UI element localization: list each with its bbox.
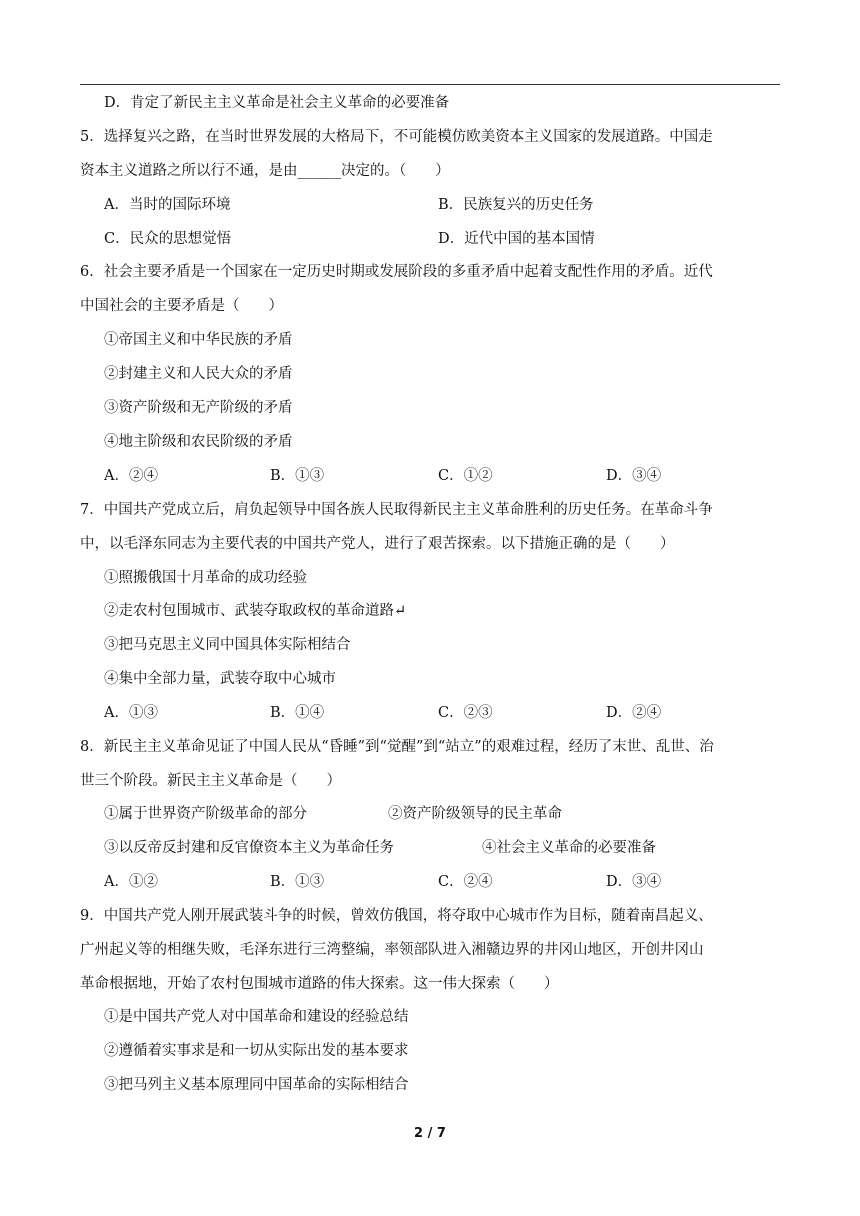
q8-option-d: D．③④ — [606, 874, 662, 890]
q6-stem-line-2: 中国社会的主要矛盾是（ ） — [80, 298, 283, 314]
q9-statement-1: ①是中国共产党人对中国革命和建设的经验总结 — [104, 1009, 409, 1025]
q6-statement-3: ③资产阶级和无产阶级的矛盾 — [104, 400, 293, 416]
q9-statement-2: ②遵循着实事求是和一切从实际出发的基本要求 — [104, 1043, 409, 1059]
q5-option-c: C．民众的思想觉悟 — [104, 231, 232, 247]
q7-option-d: D．②④ — [606, 705, 662, 721]
q6-statement-4: ④地主阶级和农民阶级的矛盾 — [104, 434, 293, 450]
q7-statement-3: ③把马克思主义同中国具体实际相结合 — [104, 637, 351, 653]
q6-option-d: D．③④ — [606, 468, 662, 484]
q5-stem-line-1: 5．选择复兴之路，在当时世界发展的大格局下，不可能模仿欧美资本主义国家的发展道路。中国走 — [80, 129, 713, 145]
q6-statement-1: ①帝国主义和中华民族的矛盾 — [104, 332, 293, 348]
q8-statement-4: ④社会主义革命的必要准备 — [482, 840, 656, 856]
q9-stem-line-1: 9．中国共产党人刚开展武装斗争的时候，曾效仿俄国，将夺取中心城市作为目标，随着南昌起义、 — [80, 908, 713, 924]
page-number: 2 / 7 — [414, 1126, 446, 1141]
q6-option-b: B．①③ — [270, 468, 325, 484]
q8-option-a: A．①② — [104, 874, 158, 890]
q9-stem-line-2: 广州起义等的相继失败，毛泽东进行三湾整编，率领部队进入湘赣边界的井冈山地区，开创井冈山 — [80, 942, 704, 958]
q5-option-a: A．当时的国际环境 — [104, 197, 231, 213]
q8-option-c: C．②④ — [438, 874, 493, 890]
q7-option-c: C．②③ — [438, 705, 493, 721]
q8-statement-3: ③以反帝反封建和反官僚资本主义为革命任务 — [104, 840, 394, 856]
q8-option-b: B．①③ — [270, 874, 325, 890]
q6-stem-line-1: 6．社会主要矛盾是一个国家在一定历史时期或发展阶段的多重矛盾中起着支配性作用的矛盾。近代 — [80, 264, 713, 280]
q7-statement-4: ④集中全部力量，武装夺取中心城市 — [104, 671, 336, 687]
q5-option-d: D．近代中国的基本国情 — [438, 231, 595, 247]
q6-option-c: C．①② — [438, 468, 493, 484]
header-rule — [80, 84, 780, 85]
q7-option-a: A．①③ — [104, 705, 158, 721]
q5-option-b: B．民族复兴的历史任务 — [438, 197, 594, 213]
q8-statement-2: ②资产阶级领导的民主革命 — [388, 806, 562, 822]
q4-option-d: D．肯定了新民主主义革命是社会主义革命的必要准备 — [104, 95, 450, 111]
q8-statement-1: ①属于世界资产阶级革命的部分 — [104, 806, 307, 822]
q7-statement-2: ②走农村包围城市、武装夺取政权的革命道路↵ — [104, 603, 407, 619]
q5-stem-line-2: 资本主义道路之所以行不通，是由______决定的。（ ） — [80, 163, 450, 179]
q8-stem-line-1: 8．新民主主义革命见证了中国人民从“昏睡”到“觉醒”到“站立”的艰难过程，经历了末世、乱世、治 — [80, 739, 714, 755]
q9-stem-line-3: 革命根据地，开始了农村包围城市道路的伟大探索。这一伟大探索（ ） — [80, 976, 559, 992]
q9-statement-3: ③把马列主义基本原理同中国革命的实际相结合 — [104, 1077, 409, 1093]
q7-option-b: B．①④ — [270, 705, 325, 721]
q6-statement-2: ②封建主义和人民大众的矛盾 — [104, 366, 293, 382]
q6-option-a: A．②④ — [104, 468, 158, 484]
q8-stem-line-2: 世三个阶段。新民主主义革命是（ ） — [80, 773, 341, 789]
q7-stem-line-2: 中，以毛泽东同志为主要代表的中国共产党人，进行了艰苦探索。以下措施正确的是（ ） — [80, 536, 675, 552]
q7-stem-line-1: 7．中国共产党成立后，肩负起领导中国各族人民取得新民主主义革命胜利的历史任务。在革命斗争 — [80, 502, 713, 518]
q7-statement-1: ①照搬俄国十月革命的成功经验 — [104, 570, 307, 586]
